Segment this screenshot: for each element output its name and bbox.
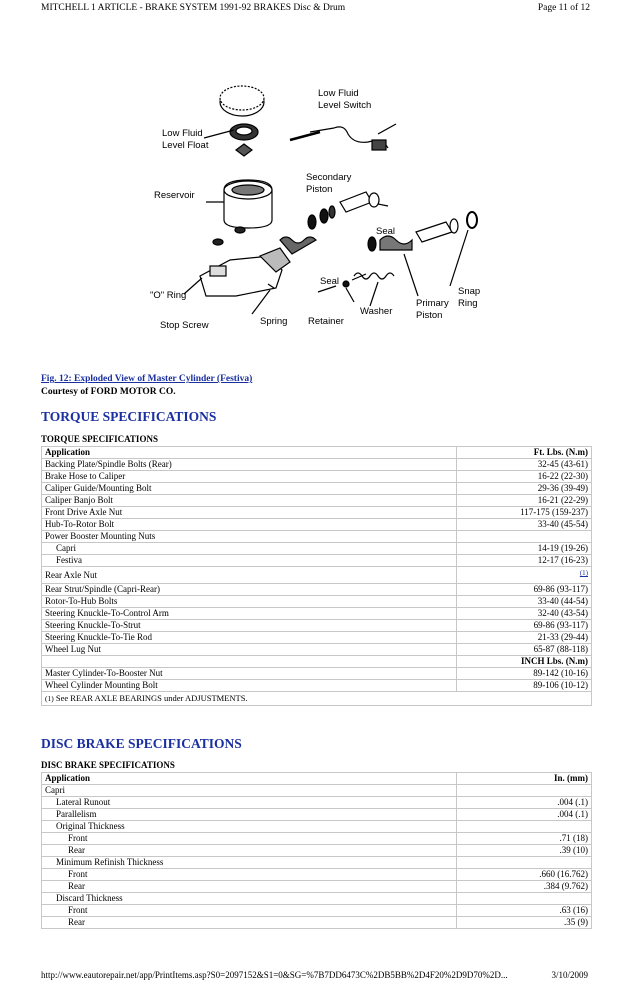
table-row — [42, 680, 592, 692]
col-application: Application — [42, 447, 457, 459]
table-row — [42, 531, 592, 543]
cell-val: .660 (16.762) — [457, 869, 592, 881]
table-row — [42, 797, 592, 809]
header-title: MITCHELL 1 ARTICLE - BRAKE SYSTEM 1991-92 BRAKES Disc & Drum — [41, 3, 346, 13]
cell-val: 89-142 (10-16) — [457, 668, 592, 680]
page-header — [0, 0, 638, 20]
table-header-row — [42, 773, 592, 785]
cell-app: Brake Hose to Caliper — [42, 471, 457, 483]
cell-val — [457, 821, 592, 833]
table-row — [42, 471, 592, 483]
cell-empty — [42, 656, 457, 668]
table-row — [42, 567, 592, 584]
table-row — [42, 785, 592, 797]
label-washer: Washer — [360, 306, 393, 317]
cell-app: Minimum Refinish Thickness — [42, 857, 457, 869]
cell-val: 33-40 (45-54) — [457, 519, 592, 531]
table-row — [42, 459, 592, 471]
table-row — [42, 644, 592, 656]
cell-val: 65-87 (88-118) — [457, 644, 592, 656]
disc-table-caption: DISC BRAKE SPECIFICATIONS — [41, 760, 175, 770]
cell-val: 16-21 (22-29) — [457, 495, 592, 507]
cell-val: 14-19 (19-26) — [457, 543, 592, 555]
table-row — [42, 584, 592, 596]
label-secondary-piston-2: Piston — [306, 184, 333, 195]
cell-app: Wheel Cylinder Mounting Bolt — [42, 680, 457, 692]
cell-val: .004 (.1) — [457, 797, 592, 809]
table-row — [42, 668, 592, 680]
table-row — [42, 483, 592, 495]
table-footnote-row — [42, 692, 592, 706]
col-ft-lbs: Ft. Lbs. (N.m) — [457, 447, 592, 459]
table-row — [42, 495, 592, 507]
cell-app: Festiva — [42, 555, 457, 567]
cell-val: 117-175 (159-237) — [457, 507, 592, 519]
label-snap-ring-1: Snap — [458, 286, 481, 297]
footnote — [42, 692, 592, 706]
label-primary-piston-2: Piston — [416, 310, 443, 321]
cell-val: .63 (16) — [457, 905, 592, 917]
cell-app: Steering Knuckle-To-Tie Rod — [42, 632, 457, 644]
table-row — [42, 917, 592, 929]
table-row — [42, 809, 592, 821]
cell-app: Discard Thickness — [42, 893, 457, 905]
cell-app: Front — [42, 869, 457, 881]
cell-val: 16-22 (22-30) — [457, 471, 592, 483]
table-row — [42, 845, 592, 857]
cell-val: 29-36 (39-49) — [457, 483, 592, 495]
cell-app: Lateral Runout — [42, 797, 457, 809]
cell-val — [457, 785, 592, 797]
cell-val: 69-86 (93-117) — [457, 620, 592, 632]
cell-app: Hub-To-Rotor Bolt — [42, 519, 457, 531]
table-subheader-row — [42, 656, 592, 668]
cell-app: Capri — [42, 785, 457, 797]
cell-val: 12-17 (16-23) — [457, 555, 592, 567]
table-row — [42, 507, 592, 519]
label-low-fluid-level-switch-1: Low Fluid — [318, 88, 359, 99]
label-retainer: Retainer — [308, 316, 344, 327]
cell-app: Power Booster Mounting Nuts — [42, 531, 457, 543]
cell-app: Backing Plate/Spindle Bolts (Rear) — [42, 459, 457, 471]
footnote-text: See REAR AXLE BEARINGS under ADJUSTMENTS. — [55, 693, 248, 703]
table-row — [42, 881, 592, 893]
cell-app: Rotor-To-Hub Bolts — [42, 596, 457, 608]
col-application: Application — [42, 773, 457, 785]
label-seal-lower: Seal — [320, 276, 340, 287]
label-seal-upper: Seal — [376, 226, 396, 237]
torque-section-heading: TORQUE SPECIFICATIONS — [41, 409, 217, 424]
cell-app: Caliper Guide/Mounting Bolt — [42, 483, 457, 495]
table-row — [42, 833, 592, 845]
cell-val: 33-40 (44-54) — [457, 596, 592, 608]
cell-app: Steering Knuckle-To-Control Arm — [42, 608, 457, 620]
table-row — [42, 555, 592, 567]
table-row — [42, 620, 592, 632]
table-row — [42, 519, 592, 531]
label-low-fluid-level-float-1: Low Fluid — [162, 128, 203, 139]
cell-app: Front — [42, 833, 457, 845]
page-number: Page 11 of 12 — [537, 3, 590, 13]
cell-app: Steering Knuckle-To-Strut — [42, 620, 457, 632]
table-header-row — [42, 447, 592, 459]
cell-val: .71 (18) — [457, 833, 592, 845]
cell-app: Capri — [42, 543, 457, 555]
cell-val: .004 (.1) — [457, 809, 592, 821]
table-row — [42, 893, 592, 905]
table-row — [42, 543, 592, 555]
cell-app: Rear — [42, 881, 457, 893]
cell-val: 21-33 (29-44) — [457, 632, 592, 644]
table-row — [42, 596, 592, 608]
table-row — [42, 869, 592, 881]
cell-app: Rear — [42, 917, 457, 929]
cell-val — [457, 857, 592, 869]
label-spring: Spring — [260, 316, 288, 327]
footer-url: http://www.eautorepair.net/app/PrintItems.asp?S0=2097152&S1=0&SG=%7B7DD6473C%2DB5BB%2D4F20%2D9D70%2D... — [41, 970, 508, 980]
table-row — [42, 905, 592, 917]
torque-table — [41, 446, 592, 706]
footnote-marker: (1) — [45, 694, 54, 703]
disc-table — [41, 772, 592, 929]
cell-app: Front Drive Axle Nut — [42, 507, 457, 519]
cell-app: Rear — [42, 845, 457, 857]
master-cylinder-exploded-view — [140, 70, 500, 340]
cell-app: Rear Axle Nut — [42, 567, 457, 584]
label-primary-piston-1: Primary — [416, 298, 449, 309]
label-reservoir: Reservoir — [154, 190, 195, 201]
table-row — [42, 608, 592, 620]
cell-app: Parallelism — [42, 809, 457, 821]
disc-section-heading: DISC BRAKE SPECIFICATIONS — [41, 736, 242, 751]
cell-val — [457, 567, 592, 584]
cell-val: .35 (9) — [457, 917, 592, 929]
cell-app: Master Cylinder-To-Booster Nut — [42, 668, 457, 680]
col-inch-lbs: INCH Lbs. (N.m) — [457, 656, 592, 668]
cell-app: Front — [42, 905, 457, 917]
cell-val: .39 (10) — [457, 845, 592, 857]
cell-app: Original Thickness — [42, 821, 457, 833]
page-footer — [0, 966, 638, 986]
cell-app: Caliper Banjo Bolt — [42, 495, 457, 507]
footer-date: 3/10/2009 — [551, 970, 588, 980]
label-snap-ring-2: Ring — [458, 298, 478, 309]
table-row — [42, 857, 592, 869]
label-low-fluid-level-float-2: Level Float — [162, 140, 209, 151]
cell-val: 32-40 (43-54) — [457, 608, 592, 620]
figure-caption — [41, 373, 252, 399]
cell-val: 89-106 (10-12) — [457, 680, 592, 692]
torque-table-caption: TORQUE SPECIFICATIONS — [41, 434, 158, 444]
cell-app: Wheel Lug Nut — [42, 644, 457, 656]
label-secondary-piston-1: Secondary — [306, 172, 352, 183]
label-stop-screw: Stop Screw — [160, 320, 209, 331]
figure-credit: Courtesy of FORD MOTOR CO. — [41, 387, 176, 397]
table-row — [42, 821, 592, 833]
label-o-ring: "O" Ring — [150, 290, 187, 301]
figure-caption-link[interactable]: Fig. 12: Exploded View of Master Cylinder (Festiva) — [41, 374, 253, 384]
table-row — [42, 632, 592, 644]
cell-val: 69-86 (93-117) — [457, 584, 592, 596]
col-in-mm: In. (mm) — [457, 773, 592, 785]
footnote-link[interactable]: (1) — [579, 569, 588, 577]
cell-val: 32-45 (43-61) — [457, 459, 592, 471]
cell-val — [457, 893, 592, 905]
cell-val: .384 (9.762) — [457, 881, 592, 893]
label-low-fluid-level-switch-2: Level Switch — [318, 100, 372, 111]
cell-app: Rear Strut/Spindle (Capri-Rear) — [42, 584, 457, 596]
cell-val — [457, 531, 592, 543]
